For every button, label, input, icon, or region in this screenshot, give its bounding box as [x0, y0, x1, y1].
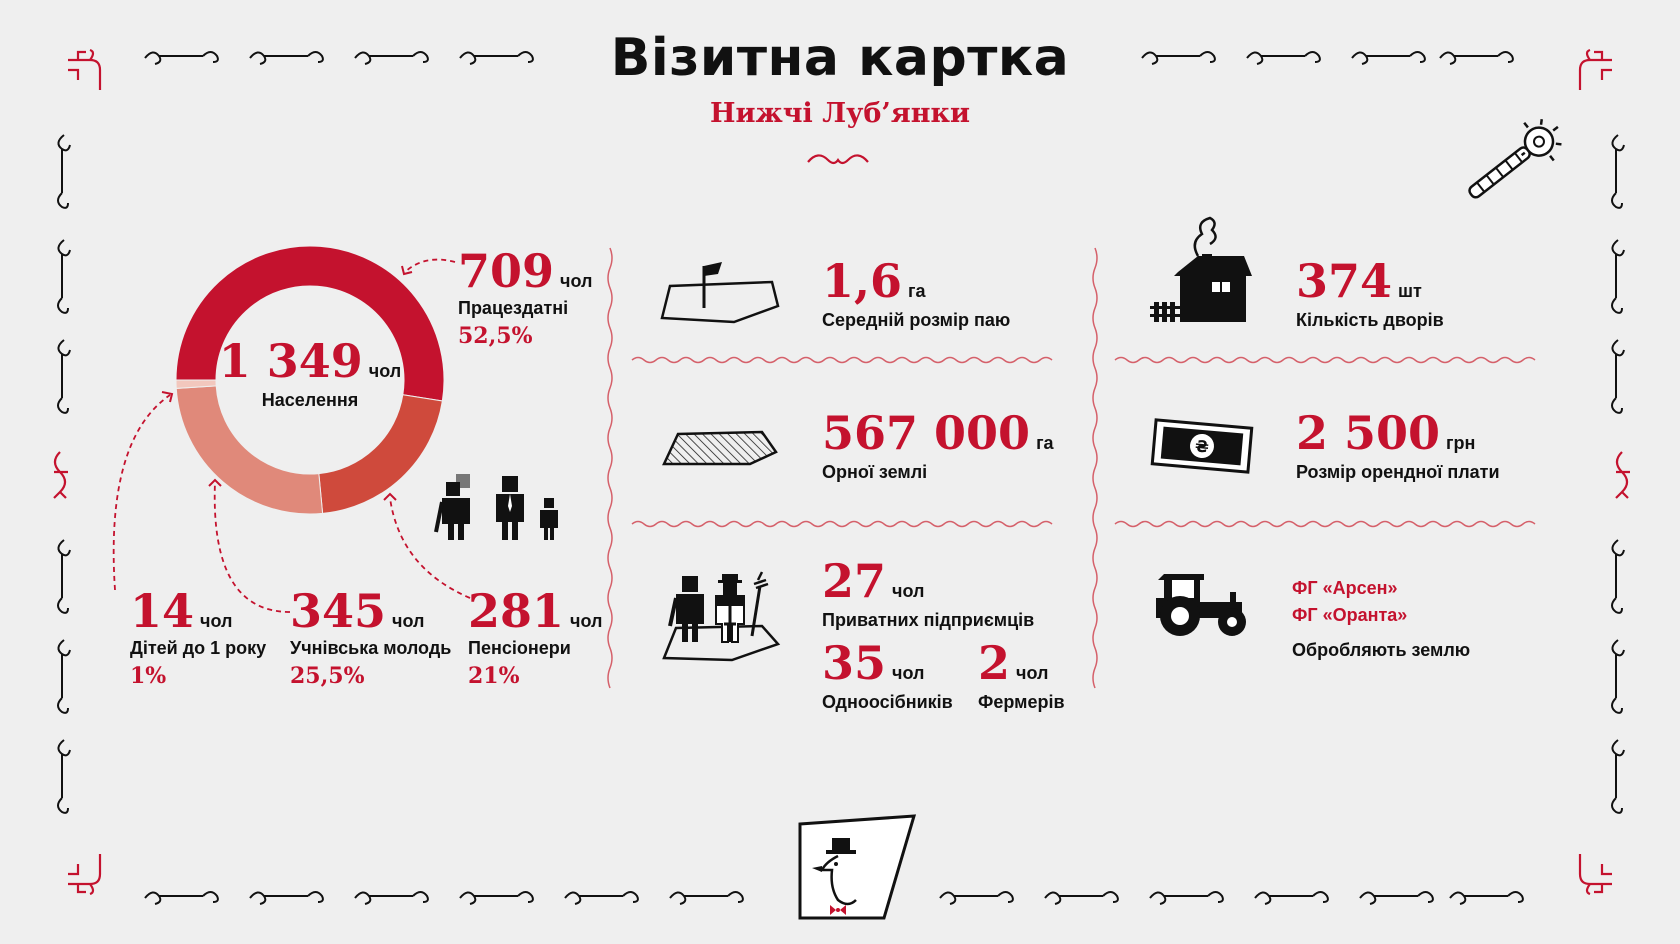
stat-infants — [130, 584, 267, 689]
land-share-unit: га — [908, 281, 926, 301]
page-title: Візитна картка — [610, 28, 1070, 88]
yards-unit: шт — [1398, 281, 1422, 301]
infants-label: Дітей до 1 року — [130, 638, 267, 658]
pensioners-percent: 21% — [468, 663, 520, 689]
stat-pensioners — [468, 584, 603, 689]
workers-value: 709 — [458, 244, 555, 298]
pensioners-label: Пенсіонери — [468, 638, 571, 658]
farmers-value: 2 — [978, 636, 1011, 690]
pensioners-value: 281 — [468, 584, 565, 638]
svg-text:₴: ₴ — [1194, 436, 1210, 457]
yards-value: 374 — [1296, 254, 1393, 308]
stat-entrepreneurs — [822, 554, 1035, 631]
entrepreneurs-label: Приватних підприємців — [822, 610, 1035, 630]
stat-workers — [458, 244, 593, 349]
students-label: Учнівська молодь — [290, 638, 452, 658]
farm-arsen: ФГ «Арсен» — [1292, 578, 1398, 598]
stat-yards — [1296, 254, 1444, 331]
rent-value: 2 500 — [1296, 406, 1441, 460]
students-percent: 25,5% — [290, 663, 365, 689]
students-value: 345 — [290, 584, 387, 638]
ploughed-field-icon — [662, 428, 780, 468]
arable-label: Орної землі — [822, 462, 928, 482]
mascot-icon — [796, 814, 918, 920]
stat-arable-land — [822, 406, 1054, 483]
pensioners-unit: чол — [570, 611, 603, 631]
farmers-unit: чол — [1016, 663, 1049, 683]
yards-label: Кількість дворів — [1296, 310, 1444, 330]
population-total-value: 1 349 — [218, 334, 363, 388]
entrepreneurs-unit: чол — [892, 581, 925, 601]
individual-unit: чол — [892, 663, 925, 683]
students-unit: чол — [392, 611, 425, 631]
farmers-label: Фермерів — [978, 692, 1065, 712]
entrepreneurs-value: 27 — [822, 554, 887, 608]
stat-rent — [1296, 406, 1500, 483]
tractor-icon — [1156, 570, 1252, 638]
family-icon — [436, 472, 566, 542]
land-share-value: 1,6 — [822, 254, 903, 308]
rent-label: Розмір орендної плати — [1296, 462, 1500, 482]
stat-farmers — [978, 636, 1065, 713]
infants-unit: чол — [200, 611, 233, 631]
arable-unit: га — [1036, 433, 1054, 453]
page-subtitle: Нижчі Луб’янки — [709, 98, 971, 129]
banknote-icon — [1150, 418, 1254, 474]
farm-oranta: ФГ «Оранта» — [1292, 605, 1408, 625]
workers-label: Працездатні — [458, 298, 569, 318]
workers-unit: чол — [560, 271, 593, 291]
stat-individual — [822, 636, 953, 713]
stat-farms — [1292, 578, 1470, 661]
house-icon — [1150, 216, 1258, 324]
stat-students — [290, 584, 452, 689]
farmers-icon — [662, 572, 782, 662]
population-total-label: Населення — [261, 390, 359, 410]
individual-label: Одноосібників — [822, 692, 953, 712]
infants-value: 14 — [130, 584, 195, 638]
arable-value: 567 000 — [822, 406, 1031, 460]
population-total-unit: чол — [368, 361, 402, 381]
rent-unit: грн — [1446, 433, 1476, 453]
stat-land-share — [822, 254, 1011, 331]
farms-label: Обробляють землю — [1292, 640, 1471, 660]
land-share-label: Середній розмір паю — [822, 310, 1011, 330]
individual-value: 35 — [822, 636, 887, 690]
field-flag-icon — [660, 258, 780, 324]
infants-percent: 1% — [130, 663, 167, 689]
workers-percent: 52,5% — [458, 323, 533, 349]
